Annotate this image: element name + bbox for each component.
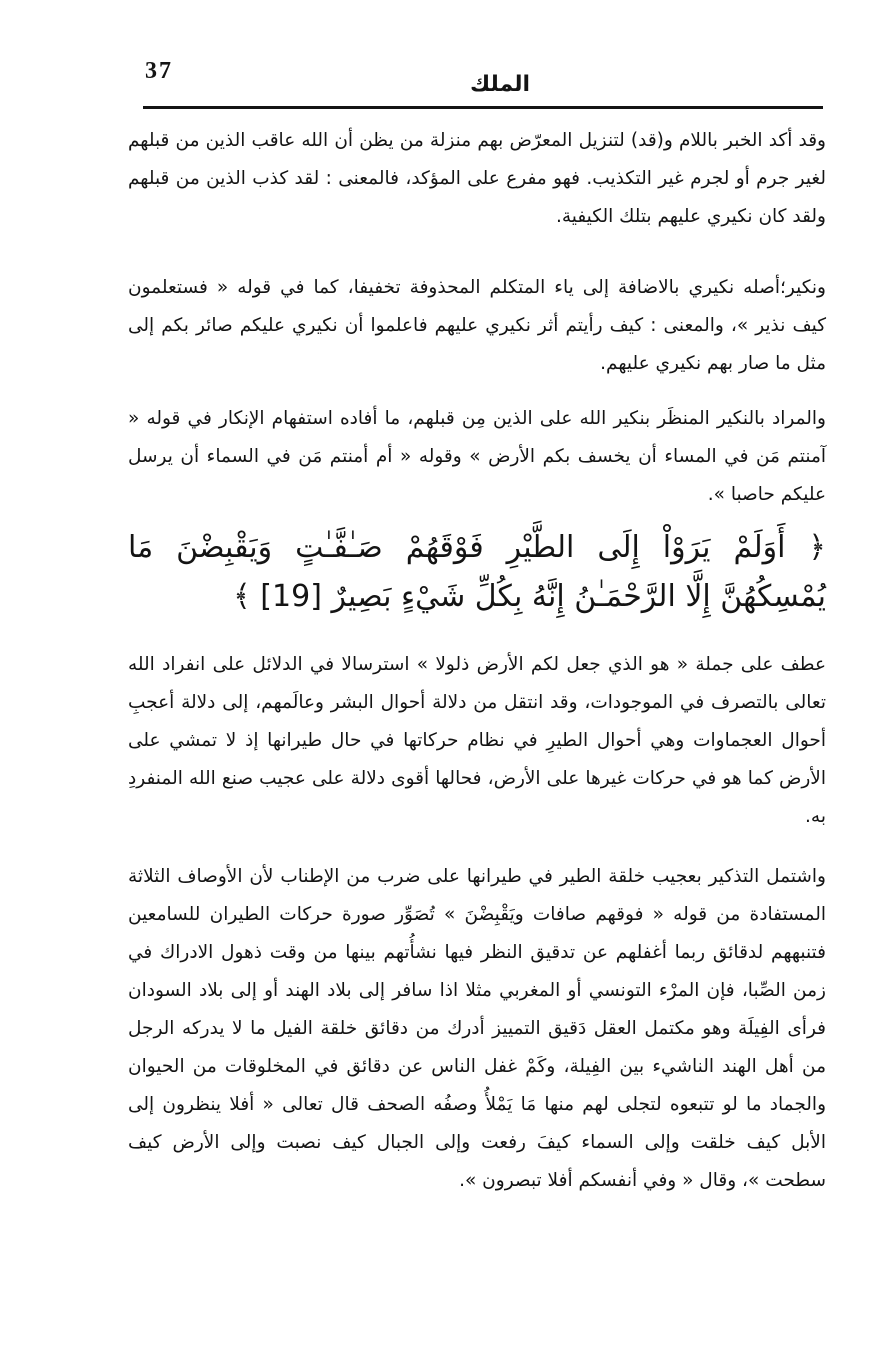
paragraph-3: والمراد بالنكير المنظَر بنكير الله على الذين مِن قبلهم، ما أفاده استفهام الإنكار في قوله « آمنتم مَن في المساء أن يخسف بكم الأرض » وقوله « أم أمنتم مَن في السماء أن يرسل عليكم حاصبا ». <box>128 408 826 505</box>
quran-verse <box>128 523 826 621</box>
verse-open-bracket: ﴿ <box>808 530 826 565</box>
verse-number: [19] <box>260 579 322 614</box>
page-number: 37 <box>145 58 173 84</box>
paragraph-1: وقد أكد الخبر باللام و(قد) لتنزيل المعرّض بهم منزلة من يظن أن الله عاقب الذين من قبلهم لغير جرم أو لجرم غير التكذيب. فهو مفرع على المؤكد، فالمعنى : لقد كذب الذين من قبلهم ولقد كان نكيري عليهم بتلك الكيفية. <box>128 130 826 227</box>
paragraph-2: ونكير؛أصله نكيري بالاضافة إلى ياء المتكلم المحذوفة تخفيفا، كما في قوله « فستعلمون كيف نذير »، والمعنى : كيف رأيتم أثر نكيري عليهم فاعلموا أن نكيري عليكم صائر بكم إلى مثل ما صار بهم نكيري عليهم. <box>128 277 826 374</box>
header-rule <box>143 106 823 109</box>
verse-close-bracket: ﴾ <box>233 579 251 614</box>
paragraph-5: واشتمل التذكير بعجيب خلقة الطير في طيرانها على ضرب من الإطناب لأن الأوصاف الثلاثة المستفادة من قوله « فوقهم صافات ويَقْبِضْنَ » تُصَوِّر صورة حركات الطيران للسامعين فتنبههم لدقائق ربما أغفلهم عن تدقيق النظر فيها نشأُتهم بينها من وقت ذهول الادراك في زمن الصِّبا، فإن المرْء التونسي أو المغربي مثلا اذا سافر إلى بلاد الهند أو إلى بلاد السودان فرأى الفِيلَة وهو مكتمل العقل دَقيق التمييز أدرك من دقائق خلقة الفيل ما لا يدركه الرجل من أهل الهند الناشيء بين الفِيلة، وكَمْ غفل الناس عن دقائق في المخلوقات من الحيوان والجماد ما لو تتبعوه لتجلى لهم منها مَا يَمْلأُ وصفُه الصحف قال تعالى « أفلا ينظرون إلى الأبل كيف خلقت وإلى السماء كيفَ رفعت وإلى الجبال كيف نصبت وإلى الأرض كيف سطحت »، وقال « وفي أنفسكم أفلا تبصرون ». <box>128 866 826 1191</box>
paragraph-4: عطف على جملة « هو الذي جعل لكم الأرض ذلولا » استرسالا في الدلائل على انفراد الله تعالى بالتصرف في الموجودات، وقد انتقل من دلالة أحوال البشر وعالَمهم، إلى دلالة أعجبِ أحوال العجماوات وهي أحوال الطيرِ في نظام حركاتها في حال طيرانها إذ لا تمشي على الأرض كما هو في حركات غيرها على الأرض، فحالها أقوى دلالة على عجيب صنع الله المنفردِ به. <box>128 654 826 827</box>
running-title: الملك <box>469 72 531 97</box>
verse-text: أَوَلَمْ يَرَوْاْ إِلَى الطَّيْرِ فَوْقَهُمْ صَـٰفَّـٰتٍ وَيَقْبِضْنَ مَا يُمْسِكُهُنَّ إِلَّا الرَّحْمَـٰنُ إِنَّهُ بِكُلِّ شَيْءٍ بَصِيرٌ <box>128 530 826 614</box>
